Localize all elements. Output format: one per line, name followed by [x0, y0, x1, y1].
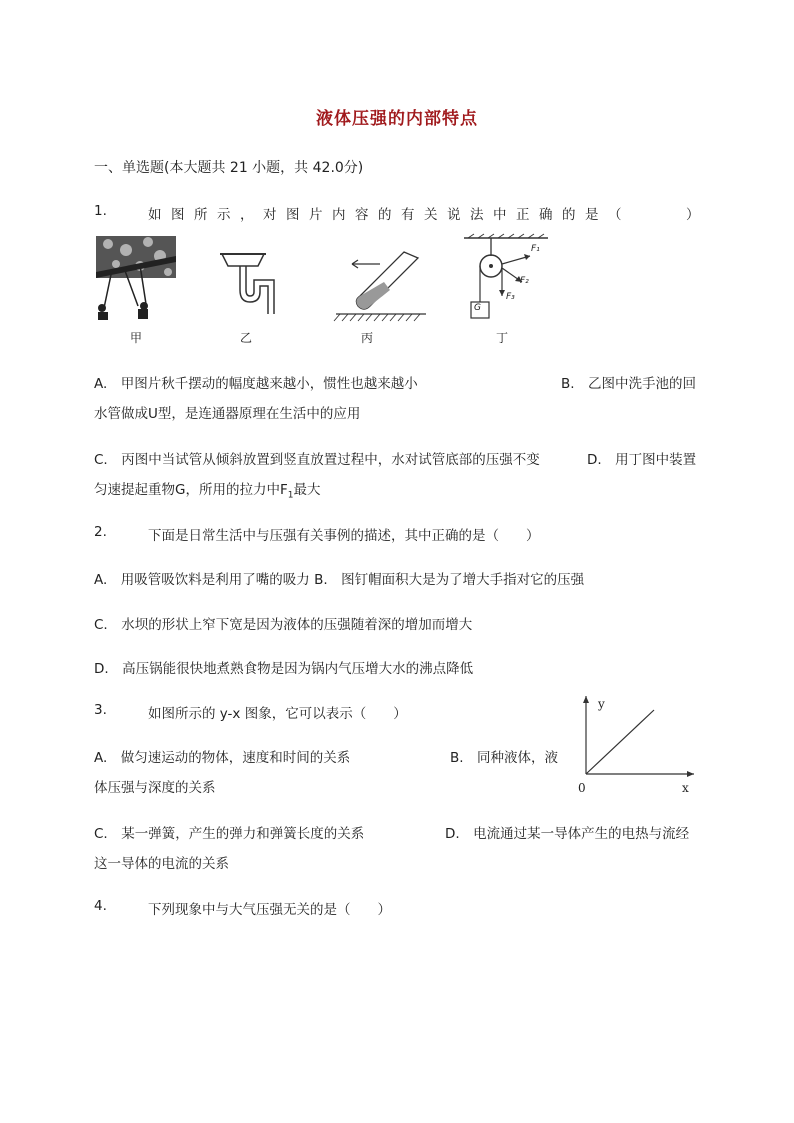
- q1-option-a: A. 甲图片秋千摆动的幅度越来越小，惯性也越来越小: [94, 376, 418, 392]
- swing-figure: [96, 236, 176, 322]
- q1-paren-close: ）: [686, 207, 700, 223]
- q2-number: 2.: [94, 524, 107, 540]
- q1-stem: 如图所示，对图片内容的有关说法中正确的是（: [148, 207, 631, 223]
- q1-option-c: C. 丙图中当试管从倾斜放置到竖直放置过程中，水对试管底部的压强不变: [94, 452, 540, 468]
- q1-d-text-end: 最大: [293, 482, 321, 498]
- q3-number: 3.: [94, 702, 107, 718]
- caption-bing: 丙: [360, 331, 373, 345]
- y-x-graph: [574, 692, 700, 792]
- caption-ding: 丁: [495, 331, 508, 345]
- q3-option-c: C. 某一弹簧，产生的弹力和弹簧长度的关系: [94, 826, 365, 842]
- q2-option-c: C. 水坝的形状上窄下宽是因为液体的压强随着深的增加而增大: [94, 617, 473, 633]
- q4-number: 4.: [94, 898, 107, 914]
- caption-yi: 乙: [239, 331, 252, 345]
- section-heading: 一、单选题(本大题共 21 小题，共 42.0分): [94, 160, 364, 176]
- graph-x-label: x: [682, 781, 689, 795]
- q4-stem: 下列现象中与大气压强无关的是（ ）: [148, 902, 391, 918]
- q1-d-sub: 1: [287, 490, 294, 501]
- q3-option-a: A. 做匀速运动的物体，速度和时间的关系: [94, 750, 351, 766]
- q1-option-d: D. 用丁图中装置: [587, 452, 697, 468]
- g-label: G: [474, 303, 481, 313]
- q1-d-text: 匀速提起重物G，所用的拉力中F: [94, 482, 288, 498]
- graph-origin-label: 0: [578, 781, 586, 795]
- q2-option-d: D. 高压锅能很快地煮熟食物是因为锅内气压增大水的沸点降低: [94, 661, 474, 677]
- graph-y-label: y: [598, 697, 605, 711]
- q1-option-b: B. 乙图中洗手池的回: [561, 376, 697, 392]
- q3-option-d: D. 电流通过某一导体产生的电热与流经: [445, 826, 690, 842]
- q1-number: 1.: [94, 203, 107, 219]
- sink-figure: [218, 252, 274, 316]
- q3-option-b: B. 同种液体，液: [450, 750, 559, 766]
- f1-label: F₁: [531, 244, 540, 254]
- caption-jia: 甲: [129, 331, 142, 345]
- test-tube-figure: [326, 244, 432, 324]
- q2-stem: 下面是日常生活中与压强有关事例的描述，其中正确的是（ ）: [148, 528, 540, 544]
- q3-option-b-cont: 体压强与深度的关系: [94, 780, 216, 796]
- q2-option-ab: A. 用吸管吸饮料是利用了嘴的吸力 B. 图钉帽面积大是为了增大手指对它的压强: [94, 572, 585, 588]
- page-title: 液体压强的内部特点: [316, 109, 478, 129]
- q1-option-b-cont: 水管做成U型，是连通器原理在生活中的应用: [94, 406, 361, 422]
- q3-option-d-cont: 这一导体的电流的关系: [94, 856, 229, 872]
- q3-stem: 如图所示的 y-x 图象，它可以表示（ ）: [148, 706, 407, 722]
- f2-label: F₂: [520, 276, 529, 286]
- q1-option-d-cont: [94, 478, 320, 501]
- f3-label: F₃: [506, 292, 515, 302]
